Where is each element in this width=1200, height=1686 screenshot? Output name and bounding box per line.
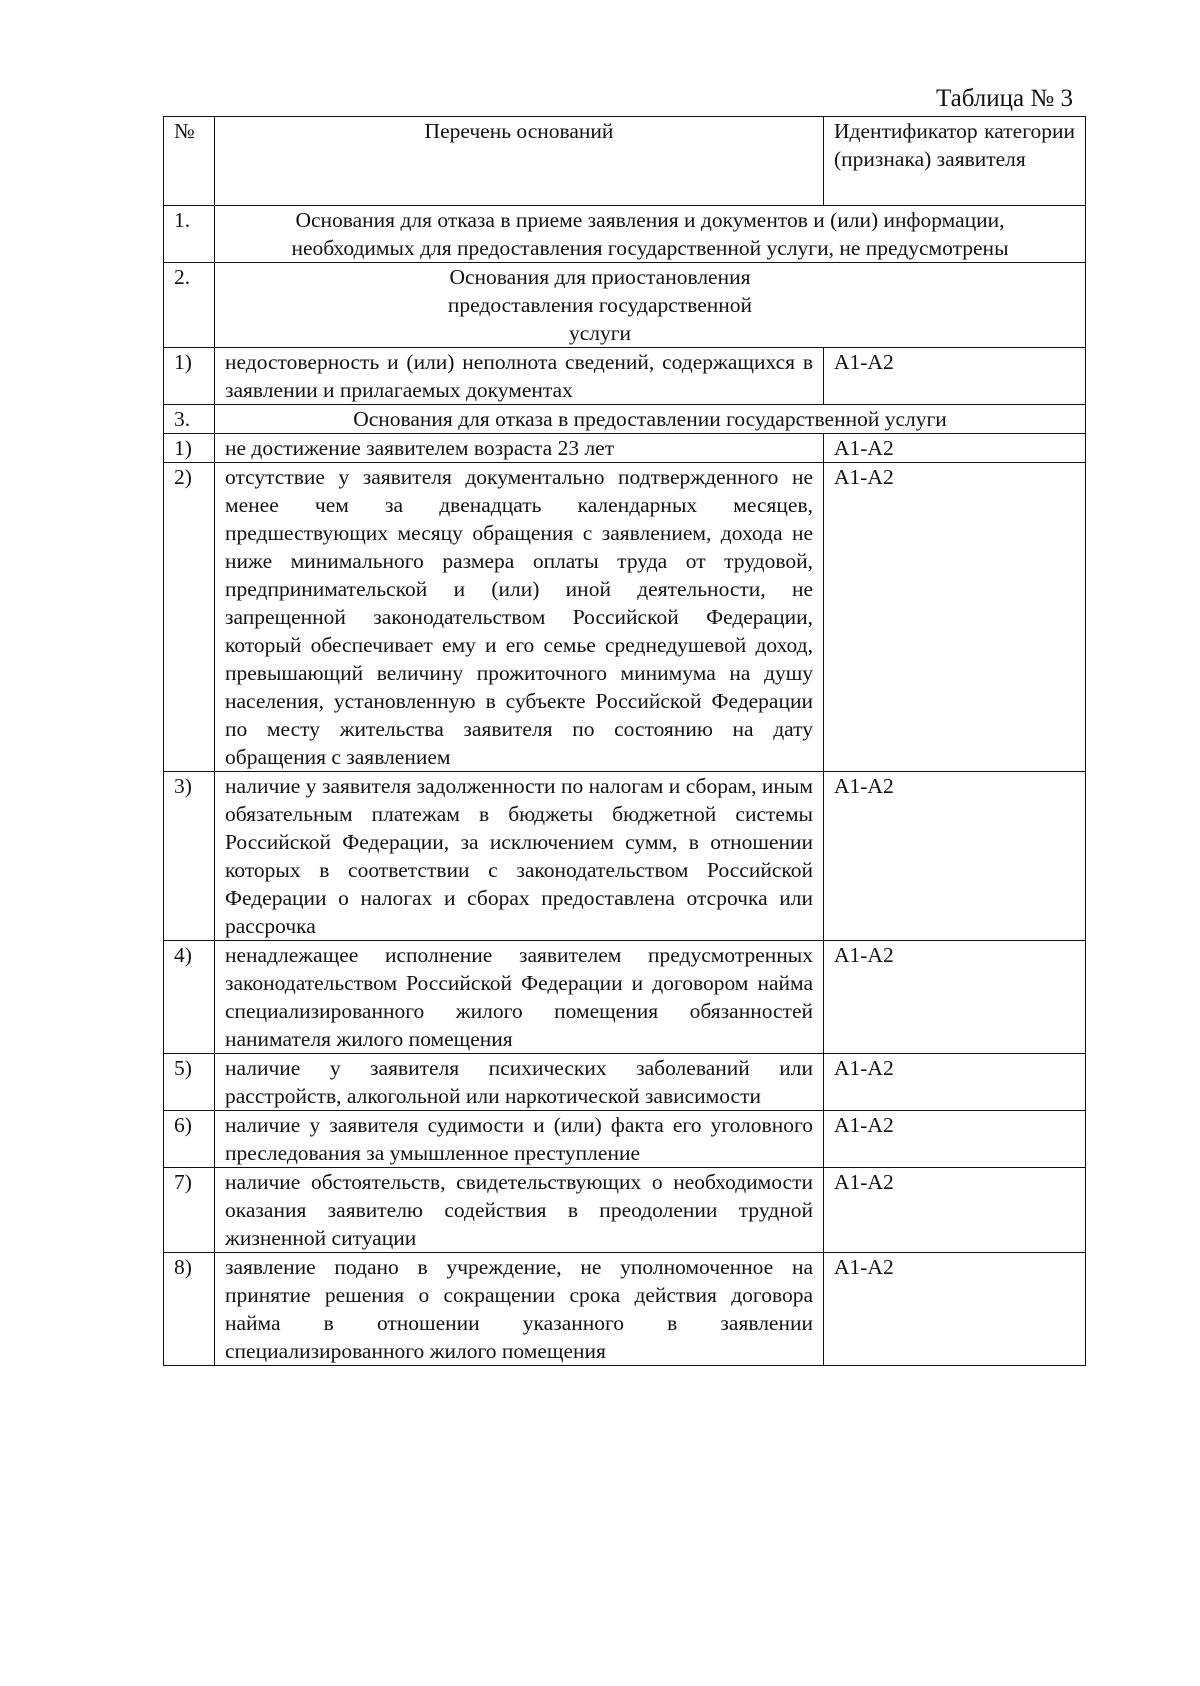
grounds-table <box>163 116 1086 1366</box>
section-num: 1. <box>164 206 215 263</box>
row-num: 2) <box>164 463 215 772</box>
row-num: 3) <box>164 772 215 941</box>
section-row <box>164 405 1086 434</box>
row-num: 4) <box>164 941 215 1054</box>
section-num: 2. <box>164 263 215 348</box>
row-text: наличие у заявителя судимости и (или) факта его уголовного преследования за умышленное преступление <box>215 1111 824 1168</box>
table-caption: Таблица № 3 <box>935 85 1073 112</box>
row-text: недостоверность и (или) неполнота сведений, содержащихся в заявлении и прилагаемых документах <box>215 348 824 405</box>
row-text: заявление подано в учреждение, не уполномоченное на принятие решения о сокращении срока действия договора найма в отношении указанного в заявлении специализированного жилого помещения <box>215 1253 824 1366</box>
row-num: 8) <box>164 1253 215 1366</box>
table-row <box>164 1168 1086 1253</box>
row-identifier: А1-А2 <box>824 434 1086 463</box>
row-identifier: А1-А2 <box>824 1054 1086 1111</box>
row-identifier: А1-А2 <box>824 941 1086 1054</box>
table-row <box>164 1111 1086 1168</box>
table-row <box>164 463 1086 772</box>
header-identifier: Идентификатор категории (признака) заявителя <box>824 117 1086 206</box>
row-identifier: А1-А2 <box>824 463 1086 772</box>
table-body <box>164 117 1086 1366</box>
row-num: 1) <box>164 348 215 405</box>
table-row <box>164 1054 1086 1111</box>
row-text: отсутствие у заявителя документально подтвержденного не менее чем за двенадцать календарных месяцев, предшествующих месяцу обращения с заявлением, дохода не ниже минимального размера оплаты труда от трудовой, предпринимательской и (или) иной деятельности, не запрещенной законодательством Российской Федерации, который обеспечивает ему и его семье среднедушевой доход, превышающий величину прожиточного минимума на душу населения, установленную в субъекте Российской Федерации по месту жительства заявителя по состоянию на дату обращения с заявлением <box>215 463 824 772</box>
row-text: ненадлежащее исполнение заявителем предусмотренных законодательством Российской Федерации и договором найма специализированного жилого помещения обязанностей нанимателя жилого помещения <box>215 941 824 1054</box>
row-num: 5) <box>164 1054 215 1111</box>
section-title: Основания для приостановления предоставления государственной услуги <box>215 263 1086 348</box>
row-text: наличие обстоятельств, свидетельствующих о необходимости оказания заявителю содействия в преодолении трудной жизненной ситуации <box>215 1168 824 1253</box>
row-num: 6) <box>164 1111 215 1168</box>
row-identifier: А1-А2 <box>824 1111 1086 1168</box>
section-row <box>164 206 1086 263</box>
row-text: наличие у заявителя психических заболеваний или расстройств, алкогольной или наркотической зависимости <box>215 1054 824 1111</box>
row-identifier: А1-А2 <box>824 772 1086 941</box>
row-num: 1) <box>164 434 215 463</box>
table-row <box>164 941 1086 1054</box>
row-text: наличие у заявителя задолженности по налогам и сборам, иным обязательным платежам в бюджеты бюджетной системы Российской Федерации, за исключением сумм, в отношении которых в соответствии с законодательством Российской Федерации о налогах и сборах предоставлена отсрочка или рассрочка <box>215 772 824 941</box>
section-num: 3. <box>164 405 215 434</box>
section-title: Основания для отказа в предоставлении государственной услуги <box>215 405 1086 434</box>
row-identifier: А1-А2 <box>824 1253 1086 1366</box>
table-header-row <box>164 117 1086 206</box>
row-identifier: А1-А2 <box>824 1168 1086 1253</box>
row-num: 7) <box>164 1168 215 1253</box>
table-row <box>164 772 1086 941</box>
row-identifier: А1-А2 <box>824 348 1086 405</box>
table-row <box>164 434 1086 463</box>
table-row <box>164 1253 1086 1366</box>
table-row <box>164 348 1086 405</box>
row-text: не достижение заявителем возраста 23 лет <box>215 434 824 463</box>
section-title: Основания для отказа в приеме заявления и документов и (или) информации, необходимых для предоставления государственной услуги, не предусмотрены <box>215 206 1086 263</box>
header-num: № <box>164 117 215 206</box>
section-row <box>164 263 1086 348</box>
header-reasons: Перечень оснований <box>215 117 824 206</box>
